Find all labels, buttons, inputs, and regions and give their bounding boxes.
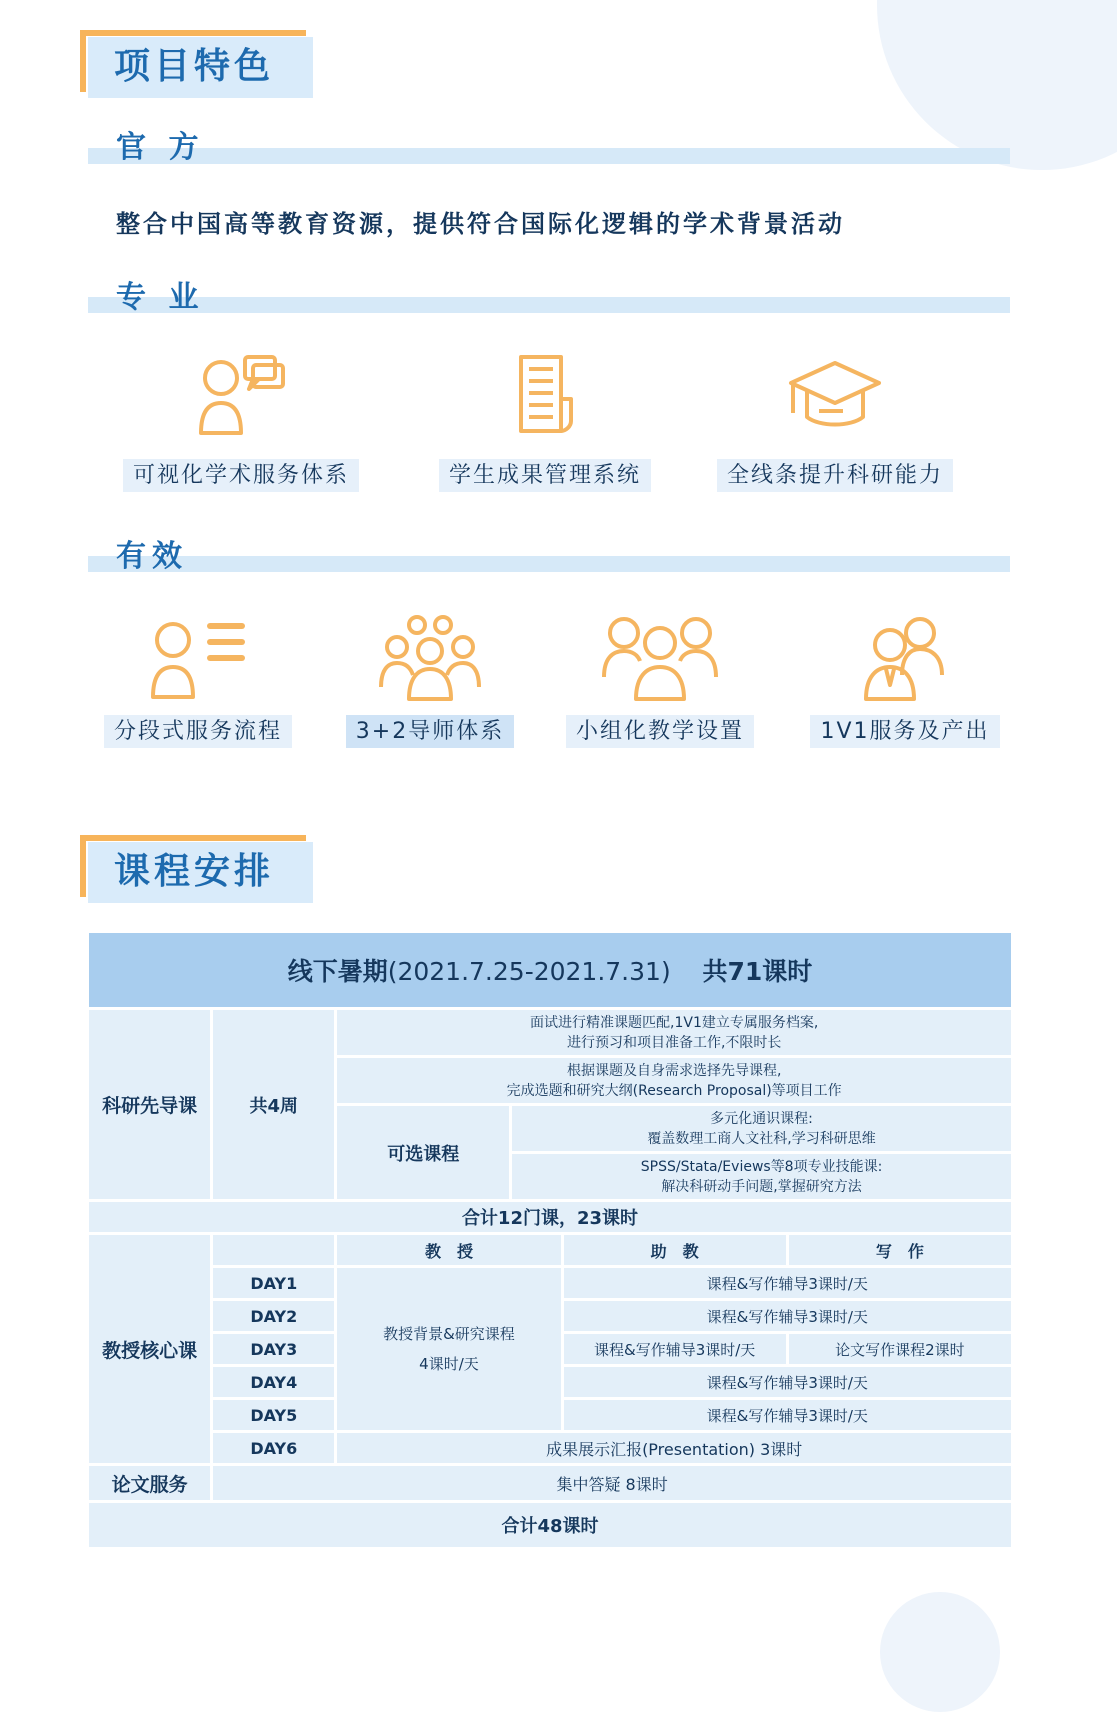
feature-segmented-flow: [98, 615, 298, 748]
schedule-table: [86, 930, 1014, 1550]
day-label: DAY5: [213, 1400, 334, 1430]
header-date: (2021.7.25-2021.7.31): [387, 957, 671, 986]
col-professor: 教 授: [337, 1235, 560, 1265]
section-title-text: 项目特色: [114, 46, 275, 87]
feature-results-system: [424, 355, 666, 492]
day5-assist: 课程&写作辅导3课时/天: [564, 1400, 1011, 1430]
day-label: DAY6: [213, 1433, 334, 1463]
pre-row-1: 面试进行精准课题匹配,1V1建立专属服务档案, 进行预习和项目准备工作,不限时长: [337, 1010, 1011, 1055]
section-title-schedule: [80, 835, 312, 903]
feature-label: 可视化学术服务体系: [123, 459, 359, 492]
day2-assist: 课程&写作辅导3课时/天: [564, 1301, 1011, 1331]
day3-writing: 论文写作课程2课时: [789, 1334, 1011, 1364]
empty-cell: [213, 1235, 334, 1265]
graduation-cap-icon: [785, 355, 885, 445]
optional-course-1: 多元化通识课程: 覆盖数理工商人文社科,学习科研思维: [512, 1106, 1011, 1151]
pre-subtotal: 合计12门课，23课时: [89, 1202, 1011, 1232]
core-course-label: 教授核心课: [89, 1235, 210, 1463]
day-label: DAY1: [213, 1268, 334, 1298]
document-list-icon: [495, 355, 595, 445]
feature-visual-system: [120, 355, 362, 492]
table-header: [89, 933, 1011, 1007]
feature-label: 1V1服务及产出: [810, 715, 999, 748]
decorative-circle: [877, 0, 1117, 170]
day6-presentation: 成果展示汇报(Presentation) 3课时: [337, 1433, 1011, 1463]
feature-label: 全线条提升科研能力: [717, 459, 953, 492]
day1-assist: 课程&写作辅导3课时/天: [564, 1268, 1011, 1298]
pre-course-label: 科研先导课: [89, 1010, 210, 1199]
header-main: 线下暑期: [287, 957, 388, 986]
feature-label: 分段式服务流程: [104, 715, 292, 748]
feature-label: 小组化教学设置: [566, 715, 754, 748]
feature-one-on-one: [800, 615, 1010, 748]
day-label: DAY2: [213, 1301, 334, 1331]
subheading-bar: [88, 297, 1010, 313]
feature-research-ability: [714, 355, 956, 492]
professor-course: 教授背景&研究课程 4课时/天: [337, 1268, 560, 1430]
day4-assist: 课程&写作辅导3课时/天: [564, 1367, 1011, 1397]
one-on-one-icon: [850, 615, 960, 705]
day3-assist: 课程&写作辅导3课时/天: [564, 1334, 786, 1364]
person-steps-icon: [143, 615, 253, 705]
grand-total: 合计48课时: [89, 1503, 1011, 1547]
subheading-bar: [88, 148, 1010, 164]
person-chat-icon: [191, 355, 291, 445]
feature-mentor-system: [330, 615, 530, 748]
optional-course-2: SPSS/Stata/Eviews等8项专业技能课: 解决科研动手问题,掌握研究方法: [512, 1154, 1011, 1199]
header-total: 共71课时: [702, 957, 813, 986]
paper-service-content: 集中答疑 8课时: [213, 1466, 1011, 1500]
feature-group-teaching: [560, 615, 760, 748]
paper-service-label: 论文服务: [89, 1466, 210, 1500]
subheading-professional: 专 业: [116, 280, 205, 315]
subheading-effective: 有效: [116, 539, 188, 574]
day-label: DAY3: [213, 1334, 334, 1364]
subheading-official: 官 方: [116, 130, 205, 165]
section-title-features: [80, 30, 312, 98]
small-group-icon: [600, 615, 720, 705]
section-title-text: 课程安排: [114, 851, 275, 892]
team-group-icon: [375, 615, 485, 705]
subheading-bar: [88, 556, 1010, 572]
col-writing: 写 作: [789, 1235, 1011, 1265]
official-description: 整合中国高等教育资源，提供符合国际化逻辑的学术背景活动: [116, 210, 845, 238]
optional-courses-label: 可选课程: [337, 1106, 509, 1199]
decorative-circle: [880, 1592, 1000, 1712]
col-assistant: 助 教: [564, 1235, 786, 1265]
feature-label: 3+2导师体系: [346, 715, 514, 748]
feature-label: 学生成果管理系统: [439, 459, 651, 492]
pre-course-duration: 共4周: [213, 1010, 334, 1199]
pre-row-2: 根据课题及自身需求选择先导课程, 完成选题和研究大纲(Research Proposal)等项目工作: [337, 1058, 1011, 1103]
day-label: DAY4: [213, 1367, 334, 1397]
